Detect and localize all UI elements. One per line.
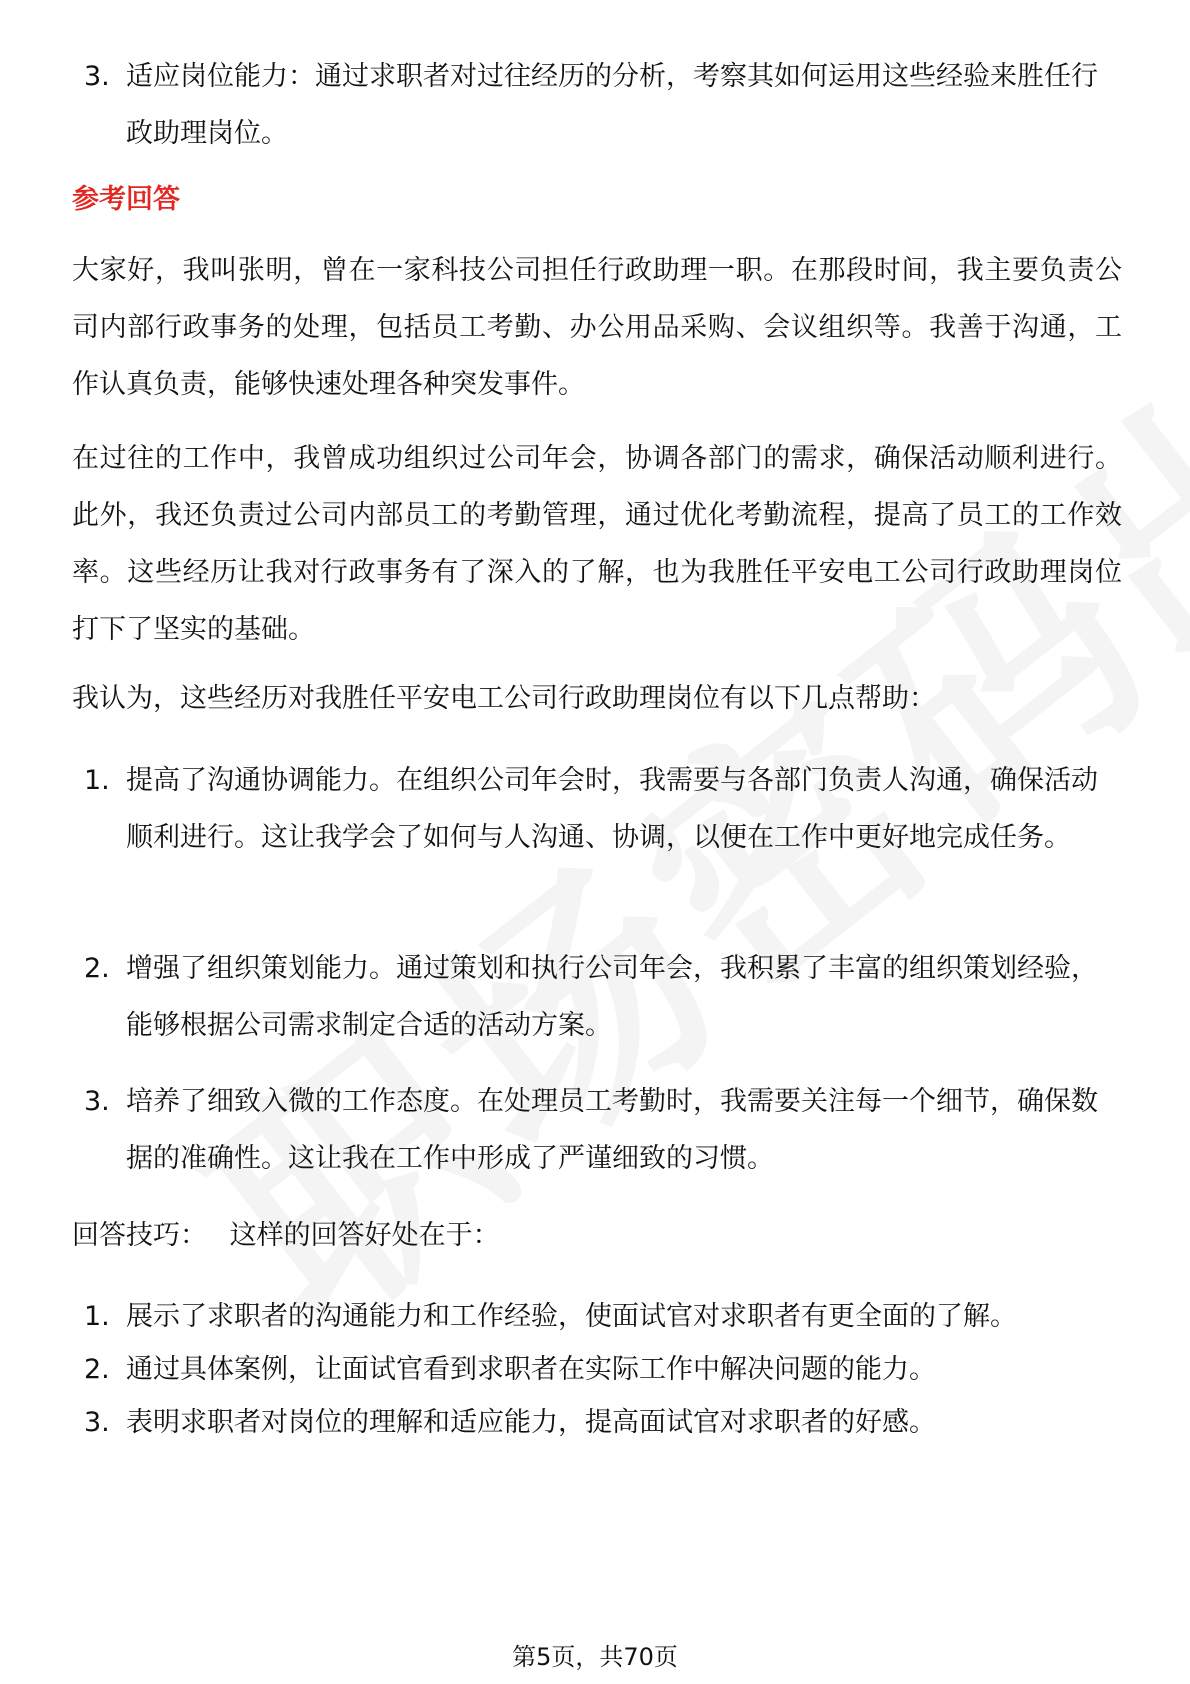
paragraph: 大家好，我叫张明，曾在一家科技公司担任行政助理一职。在那段时间，我主要负责公司内部行政事务的处理，包括员工考勤、办公用品采购、会议组织等。我善于沟通，工作认真负责，能够快速处理各种突发事件。	[72, 255, 1122, 400]
paragraph: 在过往的工作中，我曾成功组织过公司年会，协调各部门的需求，确保活动顺利进行。此外，我还负责过公司内部员工的考勤管理，通过优化考勤流程，提高了员工的工作效率。这些经历让我对行政事务有了深入的了解，也为我胜任平安电工公司行政助理岗位打下了坚实的基础。	[72, 443, 1122, 645]
list-number: 3.	[84, 1407, 110, 1438]
list-text: 通过具体案例，让面试官看到求职者在实际工作中解决问题的能力。	[126, 1354, 936, 1385]
list-number: 2.	[84, 1354, 110, 1385]
list-text: 提高了沟通协调能力。在组织公司年会时，我需要与各部门负责人沟通，确保活动顺利进行。这让我学会了如何与人沟通、协调，以便在工作中更好地完成任务。	[126, 765, 1098, 853]
list-item	[72, 1394, 1122, 1451]
list-text: 展示了求职者的沟通能力和工作经验，使面试官对求职者有更全面的了解。	[126, 1301, 1017, 1332]
list-item	[72, 752, 1122, 866]
list-item	[72, 940, 1122, 1054]
tips-line	[72, 1216, 500, 1256]
list-number: 3.	[84, 1086, 110, 1117]
list-text: 适应岗位能力：通过求职者对过往经历的分析，考察其如何运用这些经验来胜任行政助理岗位。	[126, 61, 1098, 149]
list-number: 1.	[84, 1301, 110, 1332]
list-number: 2.	[84, 953, 110, 984]
paragraph: 我认为，这些经历对我胜任平安电工公司行政助理岗位有以下几点帮助：	[72, 683, 936, 714]
list-text: 培养了细致入微的工作态度。在处理员工考勤时，我需要关注每一个细节，确保数据的准确性。这让我在工作中形成了严谨细致的习惯。	[126, 1086, 1098, 1174]
list-item	[72, 48, 1122, 162]
page-footer: 第5页，共70页	[512, 1643, 678, 1671]
list-text: 表明求职者对岗位的理解和适应能力，提高面试官对求职者的好感。	[126, 1407, 936, 1438]
list-item	[72, 1341, 1122, 1398]
list-item	[72, 1288, 1122, 1345]
list-text: 增强了组织策划能力。通过策划和执行公司年会，我积累了丰富的组织策划经验，能够根据公司需求制定合适的活动方案。	[126, 953, 1098, 1041]
list-number: 1.	[84, 765, 110, 796]
tips-text: 这样的回答好处在于：	[229, 1220, 500, 1251]
section-heading: 参考回答	[72, 184, 180, 215]
list-item	[72, 1073, 1122, 1187]
tips-label: 回答技巧：	[72, 1220, 207, 1251]
list-number: 3.	[84, 61, 110, 92]
